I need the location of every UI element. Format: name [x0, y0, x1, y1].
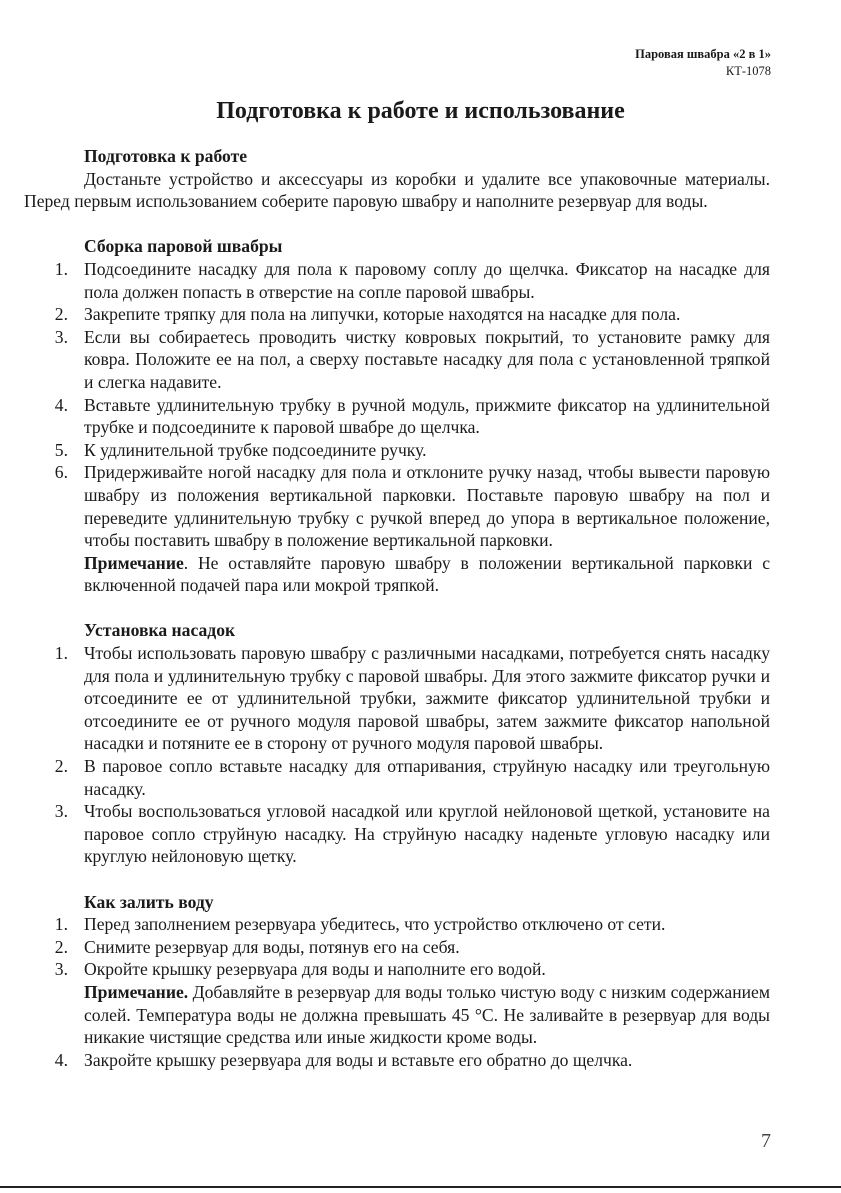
list-item-text: В паровое сопло вставьте насадку для отпаривания, струйную насадку или треугольную насадку. — [84, 756, 770, 799]
list-item-number: 4. — [54, 394, 68, 415]
list-item — [24, 461, 770, 597]
note-label: Примечание — [84, 552, 184, 573]
list-item-text: Перед заполнением резервуара убедитесь, что устройство отключено от сети. — [84, 914, 666, 935]
list-item-text: Если вы собираетесь проводить чистку ковровых покрытий, то установите рамку для ковра. Положите ее на пол, а сверху поставьте насадку для пола с установленной тряпкой и слегка надавите. — [84, 326, 770, 392]
page-number: 7 — [761, 1130, 771, 1152]
note-label: Примечание. — [84, 981, 189, 1002]
note — [84, 552, 770, 597]
header-model-code: КТ-1078 — [725, 64, 771, 78]
list-item-text: Закрепите тряпку для пола на липучки, которые находятся на насадке для пола. — [84, 304, 681, 325]
list-item — [24, 936, 770, 959]
list-item-text: Придерживайте ногой насадку для пола и отклоните ручку назад, чтобы вывести паровую швабру из положения вертикальной парковки. Поставьте паровую швабру на пол и переведите удлинительную трубку с ручкой вперед до упора в вертикальное положение, чтобы поставить швабру в положение вертикальной парковки. — [84, 462, 770, 551]
section-heading: Установка насадок — [84, 620, 236, 641]
list-item — [24, 1049, 770, 1072]
list-item-number: 4. — [54, 1049, 68, 1070]
section-attachments — [24, 619, 770, 868]
list-item — [24, 439, 770, 462]
list-item — [24, 913, 770, 936]
list-item — [24, 258, 770, 303]
list-item-text: Окройте крышку резервуара для воды и наполните его водой. — [84, 959, 546, 980]
list-item — [24, 394, 770, 439]
page-bottom-divider — [0, 1186, 841, 1188]
note-text: . Не оставляйте паровую швабру в положении вертикальной парковки с включенной подачей пара или мокрой тряпкой. — [84, 552, 770, 596]
numbered-list — [24, 258, 770, 597]
list-item-number: 3. — [54, 801, 68, 822]
note-text: Добавляйте в резервуар для воды только чистую воду с низким содержанием солей. Температура воды не должна превышать 45 °С. Не заливайте в резервуар для воды никакие чистящие средства или иные жидкости кроме воды. — [84, 981, 770, 1048]
list-item-text: Чтобы использовать паровую швабру с различными насадками, потребуется снять насадку для пола и удлинительную трубку с паровой швабры. Для этого зажмите фиксатор ручки и отсоедините ее от удлинительной трубки, зажмите фиксатор удлинительной трубки и отсоедините ее от ручного модуля паровой швабры, затем зажмите фиксатор напольной насадки и потяните ее в сторону от ручного модуля паровой швабры. — [84, 643, 770, 754]
list-item-number: 1. — [54, 643, 68, 664]
list-item — [24, 755, 770, 800]
note — [84, 981, 770, 1049]
section-heading: Сборка паровой швабры — [84, 236, 283, 257]
page-title: Подготовка к работе и использование — [216, 98, 625, 124]
list-item — [24, 326, 770, 394]
list-item-text: Чтобы воспользоваться угловой насадкой или круглой нейлоновой щеткой, установите на паровое сопло струйную насадку. На струйную насадку наденьте угловую насадку или круглую нейлоновую щетку. — [84, 801, 770, 867]
list-item — [24, 642, 770, 755]
list-item-number: 1. — [54, 914, 68, 935]
list-item-number: 2. — [54, 756, 68, 777]
list-item-number: 5. — [54, 439, 68, 460]
section-heading: Как залить воду — [84, 891, 214, 912]
list-item-text: К удлинительной трубке подсоедините ручку. — [84, 439, 427, 460]
section-assembly — [24, 235, 770, 597]
list-item-number: 6. — [54, 462, 68, 483]
numbered-list — [24, 913, 770, 1071]
numbered-list — [24, 642, 770, 868]
list-item-text: Подсоедините насадку для пола к паровому соплу до щелчка. Фиксатор на насадке для пола должен попасть в отверстие на сопле паровой швабры. — [84, 258, 770, 302]
list-item-number: 2. — [54, 304, 68, 325]
list-item-text: Закройте крышку резервуара для воды и вставьте его обратно до щелчка. — [84, 1049, 633, 1070]
page-header — [635, 46, 771, 80]
list-item-text: Вставьте удлинительную трубку в ручной модуль, прижмите фиксатор на удлинительной трубке и подсоедините к паровой швабре до щелчка. — [84, 394, 770, 438]
section-fill-water — [24, 891, 770, 1072]
header-product-name: Паровая швабра «2 в 1» — [635, 47, 771, 61]
list-item-number: 3. — [54, 326, 68, 347]
list-item-number: 1. — [54, 258, 68, 279]
list-item — [24, 800, 770, 868]
section-heading: Подготовка к работе — [84, 146, 248, 166]
list-item-number: 3. — [54, 959, 68, 980]
document-body — [24, 145, 770, 1071]
list-item-number: 2. — [54, 936, 68, 957]
list-item — [24, 958, 770, 1048]
section-preparation — [24, 145, 770, 213]
list-item — [24, 303, 770, 326]
section-paragraph: Достаньте устройство и аксессуары из коробки и удалите все упаковочные материалы. Перед первым использованием соберите паровую швабру и наполните резервуар для воды. — [24, 168, 770, 212]
list-item-text: Снимите резервуар для воды, потянув его на себя. — [84, 936, 460, 957]
